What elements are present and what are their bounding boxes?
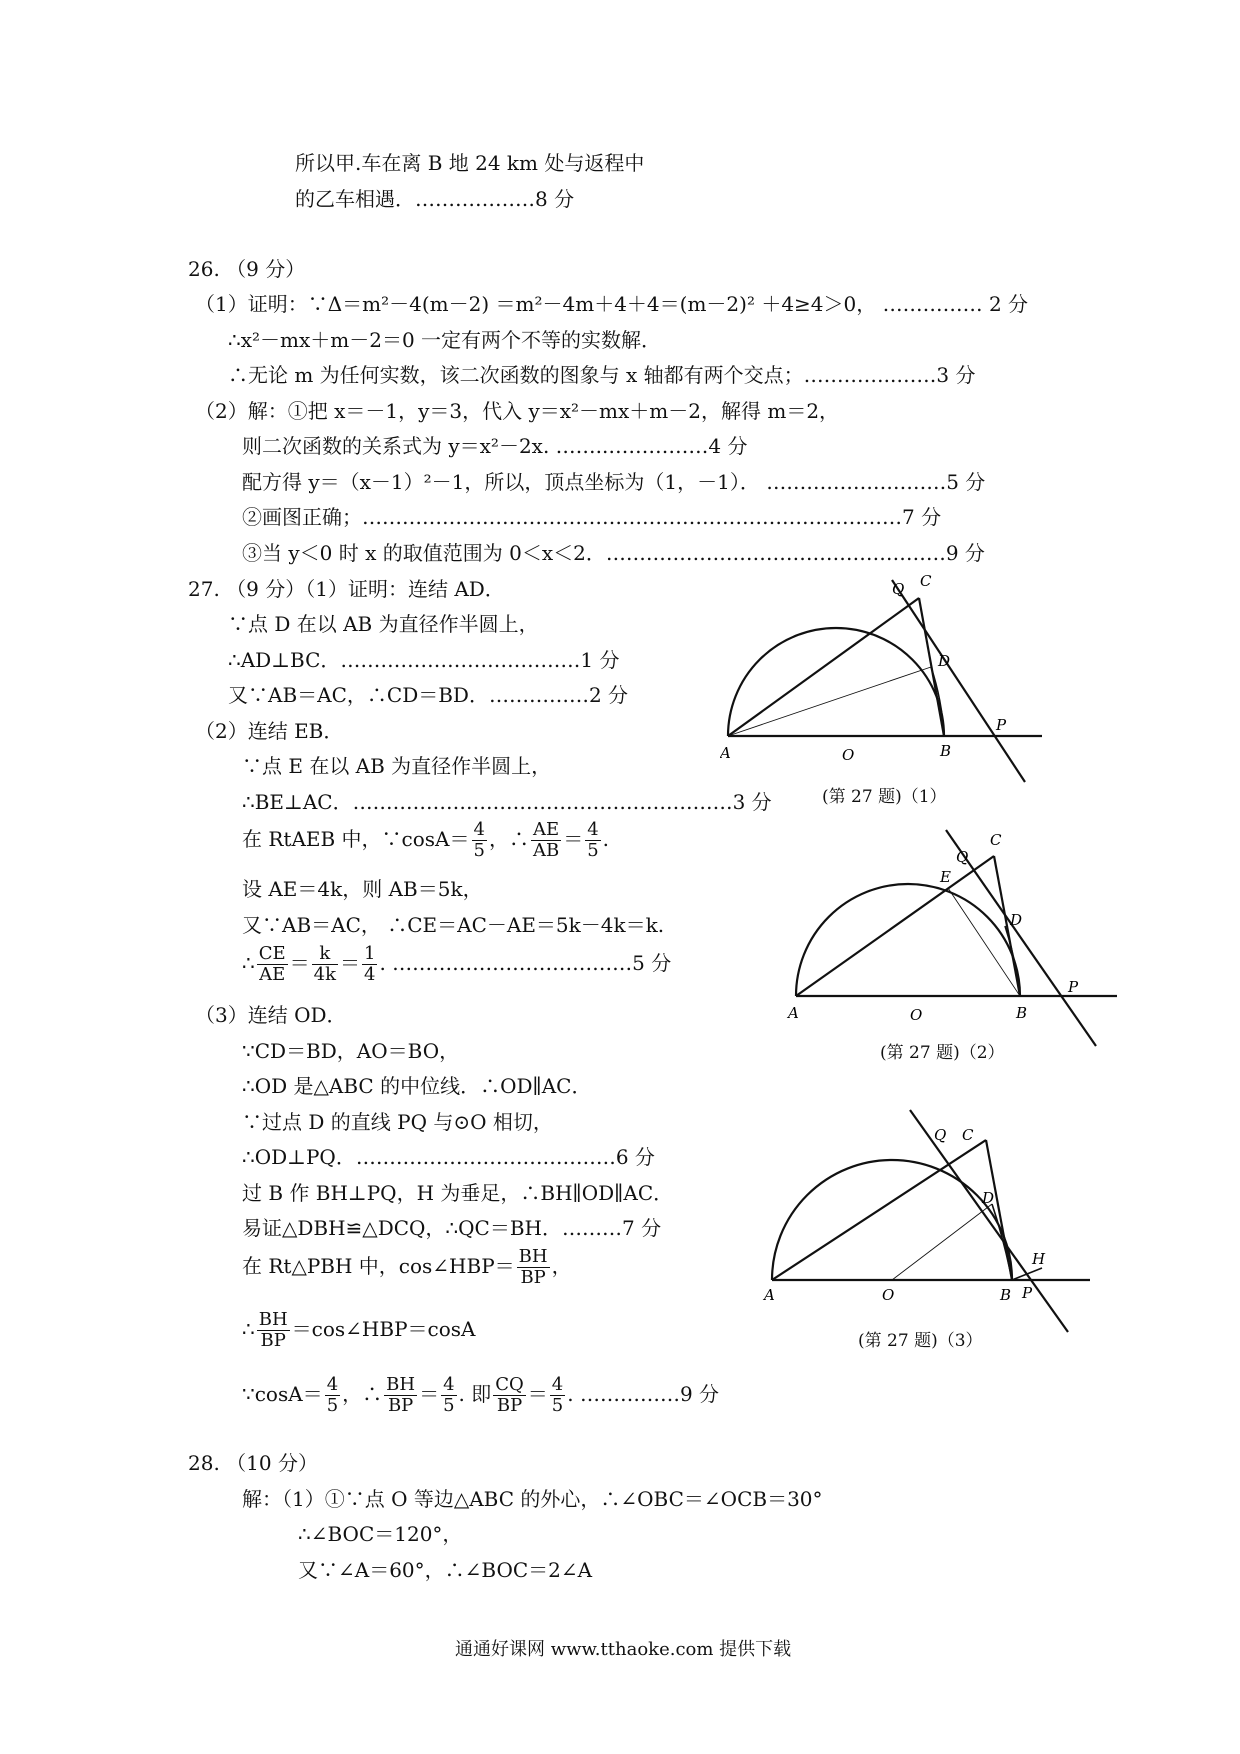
label-O: O bbox=[882, 1286, 895, 1304]
geometry-figure-2 bbox=[780, 810, 1120, 1050]
numerator: CE bbox=[258, 943, 286, 964]
formula-line bbox=[242, 820, 609, 861]
formula-line bbox=[242, 944, 671, 985]
fraction bbox=[550, 1375, 565, 1416]
label-A: A bbox=[720, 744, 731, 762]
text-line: ∴BE⊥AC．…………………………………………………3 分 bbox=[242, 790, 772, 814]
text-line: （1）证明：∵Δ＝m²－4(m－2) ＝m²－4m＋4＋4＝(m－2)² ＋4≥4＞0， …………… 2 分 bbox=[195, 292, 1029, 316]
denominator: BP bbox=[520, 1267, 546, 1288]
text-line: 所以甲.车在离 B 地 24 km 处与返程中 bbox=[295, 151, 645, 175]
fraction bbox=[441, 1375, 456, 1416]
semicircle bbox=[772, 1160, 1012, 1280]
label-P: P bbox=[1068, 978, 1079, 996]
label-D: D bbox=[982, 1189, 995, 1207]
text-line: ∴无论 m 为任何实数，该二次函数的图象与 x 轴都有两个交点；…………..……3 分 bbox=[228, 363, 976, 387]
denominator: 5 bbox=[326, 1395, 339, 1416]
text-line: 又∵AB＝AC， ∴CE＝AC－AE＝5k－4k＝k. bbox=[242, 913, 665, 937]
question-28-title: 28. （10 分） bbox=[188, 1451, 318, 1475]
text: ＝ bbox=[289, 951, 310, 975]
text-line: 解：（1）①∵点 O 等边△ABC 的外心，∴∠OBC＝∠OCB＝30° bbox=[242, 1487, 823, 1511]
figure-caption: (第 27 题)（2） bbox=[880, 1043, 1005, 1063]
segment-AD bbox=[728, 667, 931, 736]
fraction bbox=[362, 944, 377, 985]
text: ＝ bbox=[563, 827, 584, 851]
segment-AC bbox=[796, 856, 994, 996]
text-line: 的乙车相遇．………………8 分 bbox=[295, 187, 575, 211]
fraction bbox=[517, 1247, 550, 1288]
text: ∴ bbox=[242, 951, 255, 975]
text-line: ∴x²－mx＋m－2＝0 一定有两个不等的实数解． bbox=[228, 328, 662, 352]
figure-caption: (第 27 题)（3） bbox=[858, 1331, 983, 1351]
label-B: B bbox=[940, 742, 952, 760]
label-O: O bbox=[842, 746, 855, 764]
numerator: 4 bbox=[473, 819, 485, 840]
fraction bbox=[257, 1310, 290, 1351]
numerator: 4 bbox=[443, 1374, 455, 1395]
text: ＝ bbox=[419, 1382, 440, 1406]
denominator: AE bbox=[259, 964, 286, 985]
text-line: （2）解：①把 x＝－1，y＝3，代入 y＝x²－mx＋m－2，解得 m＝2， bbox=[195, 399, 840, 423]
numerator: 4 bbox=[587, 819, 599, 840]
denominator: BP bbox=[387, 1395, 414, 1416]
label-D: D bbox=[1010, 911, 1023, 929]
text-line: ∴∠BOC＝120°， bbox=[298, 1522, 463, 1546]
text: ，∴ bbox=[342, 1382, 383, 1406]
text-line: （2）连结 EB． bbox=[195, 719, 344, 743]
segment-OD bbox=[892, 1204, 992, 1280]
numerator: CQ bbox=[495, 1374, 524, 1395]
text-line: 过 B 作 BH⊥PQ，H 为垂足，∴BH∥OD∥AC． bbox=[242, 1181, 674, 1205]
denominator: 5 bbox=[587, 840, 599, 861]
text-line: ∵CD＝BD，AO＝BO， bbox=[242, 1039, 460, 1063]
formula-line bbox=[242, 1247, 572, 1288]
text-line: 又∵AB＝AC，∴CD＝BD．……………2 分 bbox=[228, 683, 629, 707]
fraction bbox=[257, 944, 288, 985]
label-O: O bbox=[910, 1006, 923, 1024]
text: ＝cos∠HBP＝cosA bbox=[291, 1317, 476, 1341]
fraction bbox=[472, 820, 487, 861]
text: ∵cosA＝ bbox=[242, 1382, 323, 1406]
geometry-figure-1 bbox=[720, 560, 1060, 800]
text-line: （3）连结 OD． bbox=[195, 1003, 347, 1027]
denominator: 5 bbox=[443, 1395, 455, 1416]
text: ∴ bbox=[242, 1317, 255, 1341]
denominator: AB bbox=[532, 840, 560, 861]
semicircle bbox=[796, 884, 1023, 996]
label-C: C bbox=[962, 1126, 974, 1144]
segment-AC bbox=[728, 598, 919, 736]
tangent-PQ bbox=[892, 580, 1025, 782]
text: ＝ bbox=[340, 951, 361, 975]
numerator: AE bbox=[531, 820, 561, 841]
fraction bbox=[384, 1375, 417, 1416]
question-26-title: 26. （9 分） bbox=[188, 257, 306, 281]
label-E: E bbox=[940, 868, 951, 886]
fraction bbox=[325, 1375, 340, 1416]
text-line: ∵点 D 在以 AB 为直径作半圆上， bbox=[228, 612, 539, 636]
label-D: D bbox=[938, 652, 951, 670]
text-line: ∵点 E 在以 AB 为直径作半圆上， bbox=[242, 754, 552, 778]
text-line: 则二次函数的关系式为 y＝x²－2x. ……..……………4 分 bbox=[242, 434, 748, 458]
text-line: 配方得 y＝（x－1）²－1，所以，顶点坐标为（1，－1）． ………………………5 分 bbox=[242, 470, 986, 494]
text-line: ∴OD⊥PQ．…………………………………6 分 bbox=[242, 1145, 655, 1169]
text-line: ③当 y＜0 时 x 的取值范围为 0＜x＜2．……………………………………………9 分 bbox=[242, 541, 985, 565]
page-footer: 通通好课网 www.tthaoke.com 提供下载 bbox=[455, 1639, 792, 1660]
label-B: B bbox=[1000, 1286, 1012, 1304]
text-line: ∴AD⊥BC．………………………………1 分 bbox=[228, 648, 620, 672]
fraction bbox=[585, 820, 600, 861]
denominator: 5 bbox=[473, 840, 485, 861]
denominator: BP bbox=[260, 1330, 286, 1351]
numerator: 1 bbox=[364, 943, 376, 964]
label-Q: Q bbox=[892, 580, 905, 598]
fraction bbox=[312, 944, 338, 985]
numerator: 4 bbox=[551, 1374, 564, 1395]
text: ＝ bbox=[527, 1382, 548, 1406]
label-A: A bbox=[764, 1286, 775, 1304]
numerator: BH bbox=[386, 1374, 416, 1395]
semicircle bbox=[728, 628, 944, 736]
text-line: 又∵∠A＝60°，∴∠BOC＝2∠A bbox=[298, 1558, 593, 1582]
formula-line bbox=[242, 1375, 719, 1416]
formula-line bbox=[242, 1310, 475, 1351]
label-H: H bbox=[1032, 1250, 1046, 1268]
label-C: C bbox=[920, 572, 932, 590]
denominator: 4k bbox=[313, 964, 337, 985]
text-line: 易证△DBH≌△DCQ，∴QC＝BH．………7 分 bbox=[242, 1216, 662, 1240]
numerator: BH bbox=[518, 1246, 548, 1267]
denominator: BP bbox=[496, 1395, 523, 1416]
label-B: B bbox=[1016, 1004, 1028, 1022]
label-C: C bbox=[990, 831, 1002, 849]
text: 在 Rt△PBH 中，cos∠HBP＝ bbox=[242, 1254, 515, 1278]
text-line: ②画图正确；………………………………………………………………………7 分 bbox=[242, 505, 942, 529]
text: . bbox=[602, 827, 609, 851]
text: . ………………………………5 分 bbox=[379, 951, 672, 975]
text: . 即 bbox=[458, 1382, 492, 1406]
text-line: 设 AE＝4k，则 AB＝5k， bbox=[242, 877, 483, 901]
numerator: 4 bbox=[326, 1374, 339, 1395]
label-Q: Q bbox=[956, 848, 969, 866]
fraction bbox=[493, 1375, 526, 1416]
segment-BH bbox=[1012, 1268, 1042, 1280]
text-line: ∵过点 D 的直线 PQ 与⊙O 相切， bbox=[242, 1110, 553, 1134]
fraction bbox=[531, 820, 561, 861]
text: ， bbox=[551, 1254, 572, 1278]
figure-caption: (第 27 题)（1） bbox=[822, 787, 947, 807]
numerator: k bbox=[312, 944, 338, 965]
label-P: P bbox=[1022, 1284, 1033, 1302]
denominator: 4 bbox=[364, 964, 376, 985]
denominator: 5 bbox=[551, 1395, 564, 1416]
label-A: A bbox=[788, 1004, 799, 1022]
geometry-figure-3 bbox=[760, 1100, 1100, 1340]
text: ，∴ bbox=[488, 827, 529, 851]
text: 在 RtAEB 中，∵cosA＝ bbox=[242, 827, 470, 851]
label-Q: Q bbox=[934, 1126, 947, 1144]
text-line: ∴OD 是△ABC 的中位线．∴OD∥AC． bbox=[242, 1074, 592, 1098]
text: . ……………9 分 bbox=[567, 1382, 720, 1406]
question-27-title: 27. （9 分）（1）证明：连结 AD． bbox=[188, 577, 505, 601]
label-P: P bbox=[996, 716, 1007, 734]
arc-DB bbox=[992, 1204, 1012, 1280]
numerator: BH bbox=[258, 1309, 288, 1330]
